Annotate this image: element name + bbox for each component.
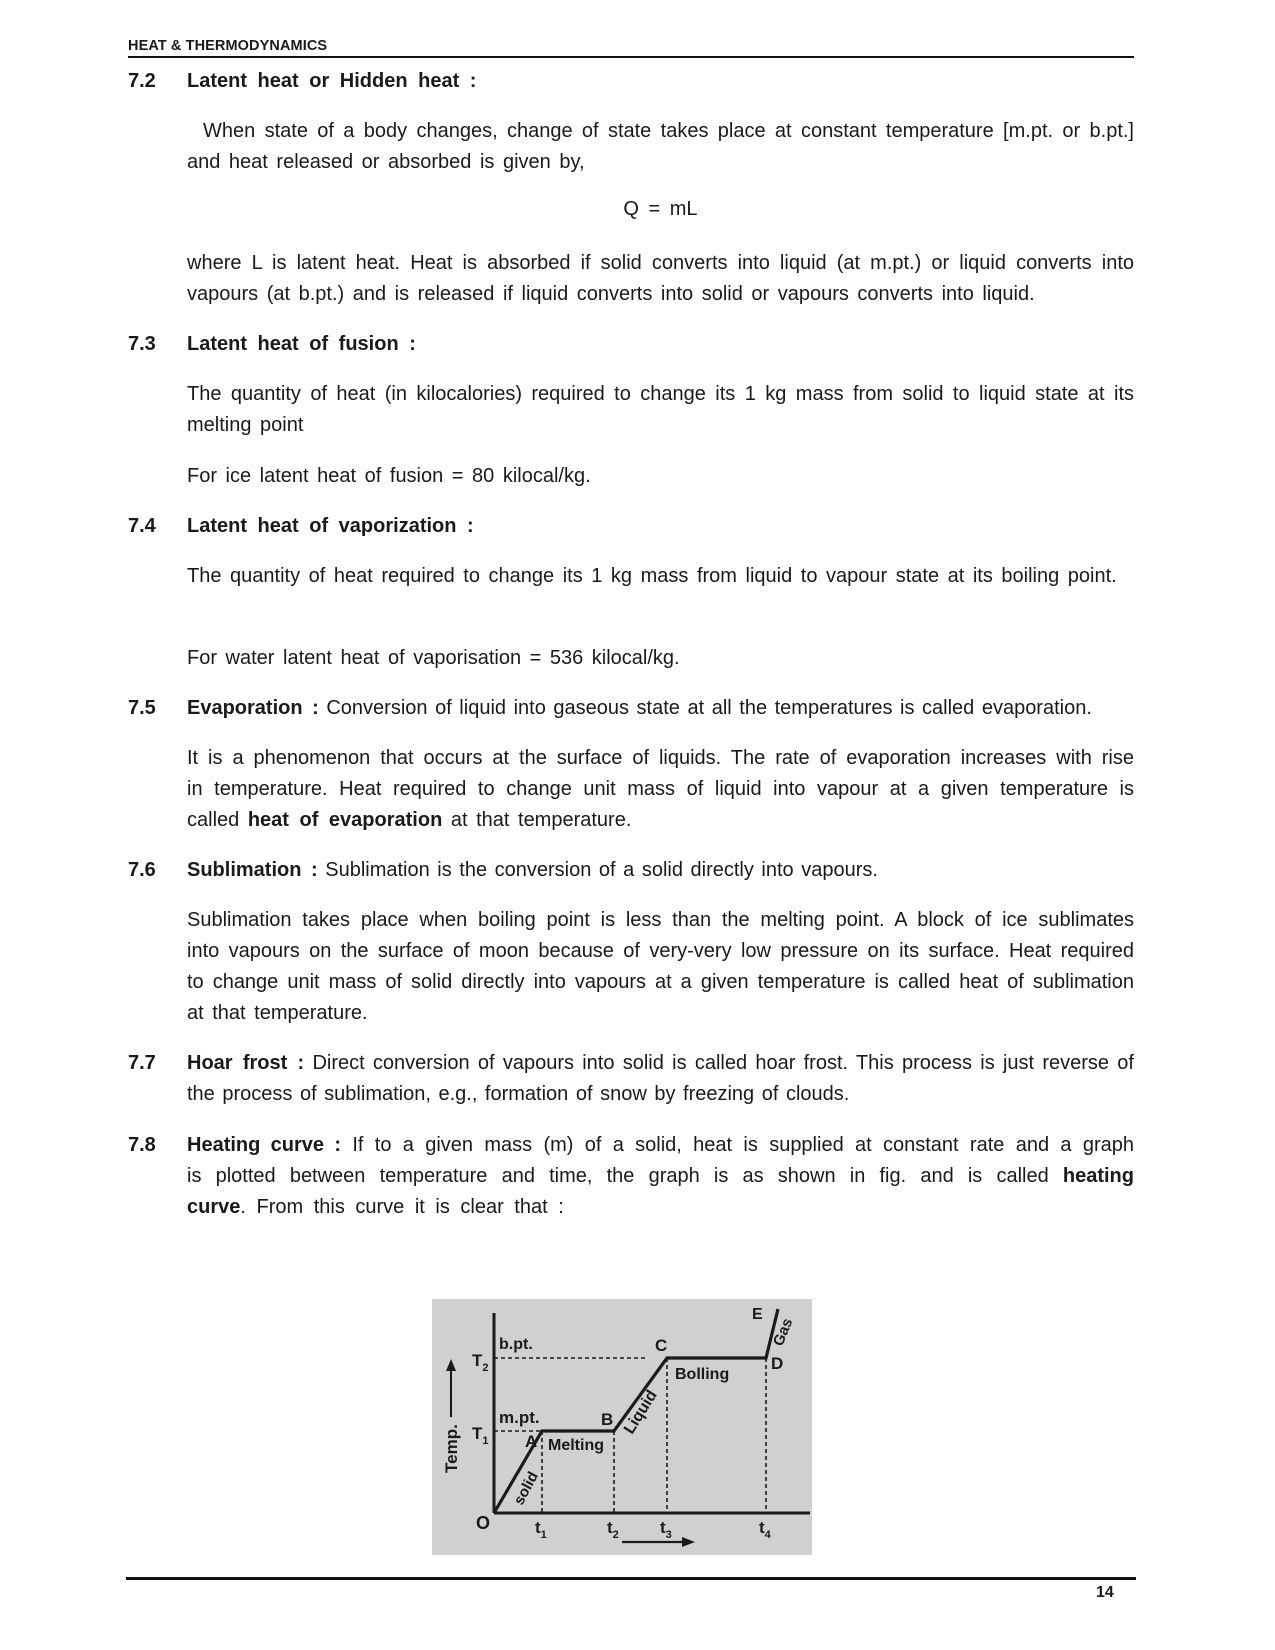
section-7-2-paragraph: When state of a body changes, change of state takes place at constant temperature [m.pt. or b.pt.] and heat released or absorbed is given by, [187, 120, 1134, 173]
section-lead: Conversion of liquid into gaseous state at all the temperatures is called evaporation. [318, 697, 1092, 719]
section-text [187, 1048, 1134, 1110]
t4-time-label: $t_4$ [759, 1518, 771, 1541]
section-7-6-paragraph: Sublimation takes place when boiling point is less than the melting point. A block of ice sublimates into vapours on the surface of moon because of very-very low pressure on its surface. Heat required to change unit mass of solid directly into vapours at a given temperature is called heat of sublimation at that temperature. [187, 909, 1134, 1024]
section-7-4-paragraph: The quantity of heat required to change its 1 kg mass from liquid to vapour state at its boiling point. [187, 565, 1117, 587]
liquid-phase-label: Liquid [620, 1387, 661, 1438]
boiling-phase-label: Bolling [675, 1366, 730, 1383]
section-term: Heating curve : [187, 1134, 342, 1156]
point-c-label: C [655, 1336, 668, 1355]
solid-phase-label: solid [510, 1468, 542, 1508]
section-title: Latent heat of fusion : [187, 333, 416, 355]
y-axis-arrow-head [446, 1359, 456, 1371]
section-7-5-paragraph [187, 743, 1134, 836]
point-a-label: A [525, 1432, 538, 1451]
origin-label: O [476, 1513, 491, 1533]
section-text [187, 1130, 1134, 1223]
section-number: 7.4 [128, 515, 156, 537]
t2-temperature-label: $T_2$ [472, 1351, 489, 1374]
section-7-3-ice-value: For ice latent heat of fusion = 80 kilocal/kg. [187, 465, 591, 487]
y-axis-label: Temp. [442, 1424, 461, 1473]
paragraph-text: at that temperature. [442, 809, 632, 831]
section-title: Latent heat of vaporization : [187, 515, 474, 537]
t1-temperature-label: $T_1$ [472, 1424, 489, 1447]
running-header: HEAT & THERMODYNAMICS [128, 38, 328, 54]
section-number: 7.3 [128, 333, 156, 355]
section-term: Evaporation : [187, 697, 319, 719]
section-7-2-paragraph-2: where L is latent heat. Heat is absorbed if solid converts into liquid (at m.pt.) or liquid converts into vapours (at b.pt.) and is released if liquid converts into solid or vapours converts into liquid. [187, 252, 1134, 305]
section-title: Latent heat or Hidden heat : [187, 70, 477, 92]
header-rule [128, 56, 1134, 58]
t3-time-label: $t_3$ [660, 1518, 672, 1541]
mpt-label: m.pt. [499, 1408, 540, 1427]
x-axis-arrow-head [682, 1537, 695, 1547]
section-term: Sublimation : [187, 859, 318, 881]
section-7-3-paragraph: The quantity of heat (in kilocalories) required to change its 1 kg mass from solid to liquid state at its melting point [187, 383, 1134, 436]
section-text [187, 855, 1134, 886]
latent-heat-equation: Q = mL [623, 198, 698, 220]
point-e-label: E [752, 1306, 763, 1323]
section-number: 7.8 [128, 1134, 156, 1156]
heating-curve-diagram [432, 1299, 812, 1555]
gas-phase-label: Gas [769, 1315, 797, 1349]
t2-time-label: $t_2$ [607, 1518, 619, 1541]
point-b-label: B [601, 1410, 614, 1429]
section-text [187, 693, 1134, 724]
section-lead: Sublimation is the conversion of a solid directly into vapours. [317, 859, 878, 881]
melting-phase-label: Melting [548, 1437, 604, 1454]
page-number: 14 [1096, 1584, 1114, 1601]
t1-time-label: $t_1$ [535, 1518, 547, 1541]
section-tail: . From this curve it is clear that : [240, 1196, 564, 1218]
section-number: 7.5 [128, 697, 156, 719]
section-7-4-water-value: For water latent heat of vaporisation = 536 kilocal/kg. [187, 647, 680, 669]
section-lead: If to a given mass (m) of a solid, heat is supplied at constant rate and a graph is plotted between temperature and time, the graph is as shown in fig. and is called [187, 1134, 1134, 1187]
bold-term: heating curve [187, 1165, 1134, 1218]
bold-term: heat of evaporation [247, 809, 443, 831]
section-number: 7.6 [128, 859, 156, 881]
section-number: 7.7 [128, 1052, 156, 1074]
point-d-label: D [771, 1354, 784, 1373]
section-number: 7.2 [128, 70, 156, 92]
section-lead: Direct conversion of vapours into solid is called hoar frost. This process is just reverse of the process of sublimation, e.g., formation of snow by freezing of clouds. [187, 1052, 1134, 1105]
bpt-label: b.pt. [499, 1336, 533, 1353]
footer-rule [126, 1577, 1136, 1580]
section-term: Hoar frost : [187, 1052, 305, 1074]
heating-curve-figure [432, 1299, 812, 1555]
paragraph-text: It is a phenomenon that occurs at the surface of liquids. The rate of evaporation increases with rise in temperature. Heat required to change unit mass of liquid into vapour at a given temperature is called [187, 747, 1134, 831]
